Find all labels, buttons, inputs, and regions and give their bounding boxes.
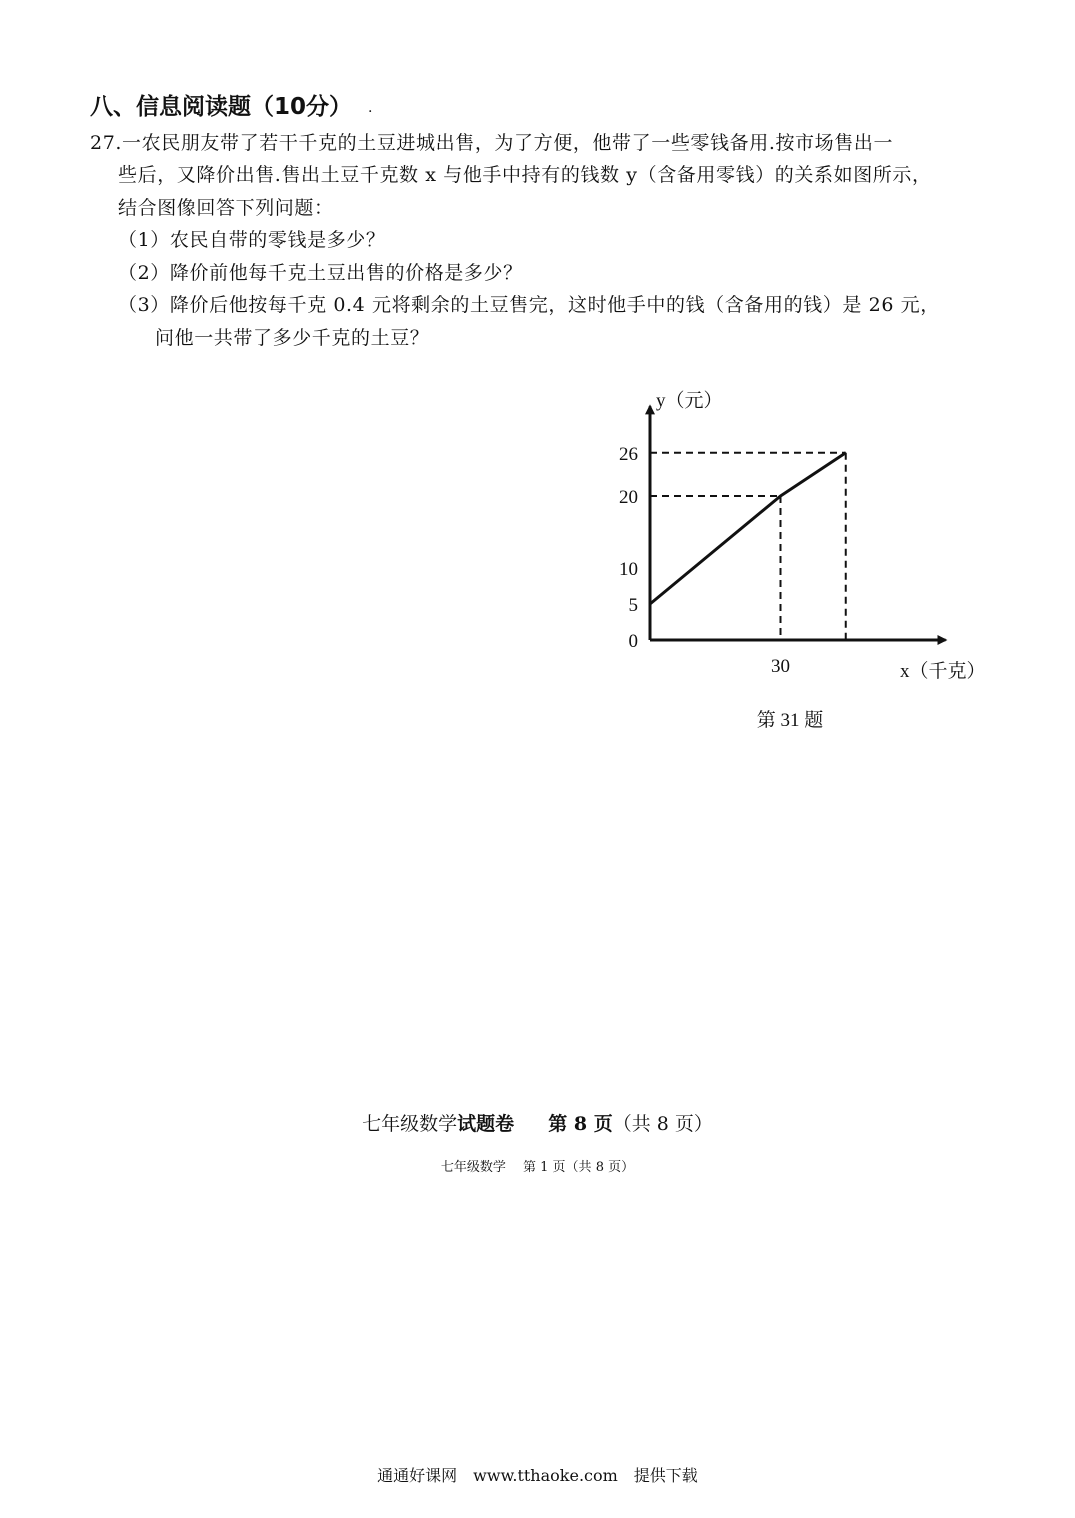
footer-subject-bold: 试题卷 xyxy=(457,1113,515,1135)
sub-question-3-cont: 问他一共带了多少千克的土豆？ xyxy=(155,327,430,349)
footer-total: （共 8 页） xyxy=(612,1113,713,1135)
sub-question-1: （1）农民自带的零钱是多少？ xyxy=(118,229,386,251)
series-line xyxy=(650,453,846,604)
footer-subject: 七年级数学 xyxy=(362,1113,458,1135)
y-tick-label-26: 26 xyxy=(619,443,638,465)
y-tick-label-20: 20 xyxy=(619,487,638,508)
footer-page: 第 8 页 xyxy=(548,1113,613,1135)
y-tick-label-5: 5 xyxy=(628,595,638,616)
section-title: 八、信息阅读题（10分） xyxy=(90,94,353,120)
stray-mark: . xyxy=(368,100,373,116)
question-line-3: 结合图像回答下列问题： xyxy=(118,197,334,219)
x-tick-label-30: 30 xyxy=(771,656,790,677)
y-tick-label-0: 0 xyxy=(628,631,638,652)
figure-caption: 第 31 题 xyxy=(756,710,824,730)
y-axis-label: y（元） xyxy=(656,390,723,412)
footer-credit: 通通好课网 www.tthaoke.com 提供下载 xyxy=(377,1466,698,1485)
footer-title xyxy=(0,1109,1075,1136)
question-line-2: 些后，又降价出售.售出土豆千克数 x 与他手中持有的钱数 y（含备用零钱）的关系如图所示， xyxy=(118,164,932,186)
x-axis-label: x（千克） xyxy=(900,661,986,682)
question-line-1: 27.一农民朋友带了若干千克的土豆进城出售，为了方便，他带了一些零钱备用.按市场售出一 xyxy=(90,132,894,154)
graph xyxy=(560,330,1010,730)
y-tick-label-10: 10 xyxy=(619,559,638,580)
sub-question-2: （2）降价前他每千克土豆出售的价格是多少？ xyxy=(118,262,523,284)
sub-question-3: （3）降价后他按每千克 0.4 元将剩余的土豆售完，这时他手中的钱（含备用的钱）是 26 元， xyxy=(118,294,940,316)
footer-sub: 七年级数学 第 1 页（共 8 页） xyxy=(440,1160,635,1175)
